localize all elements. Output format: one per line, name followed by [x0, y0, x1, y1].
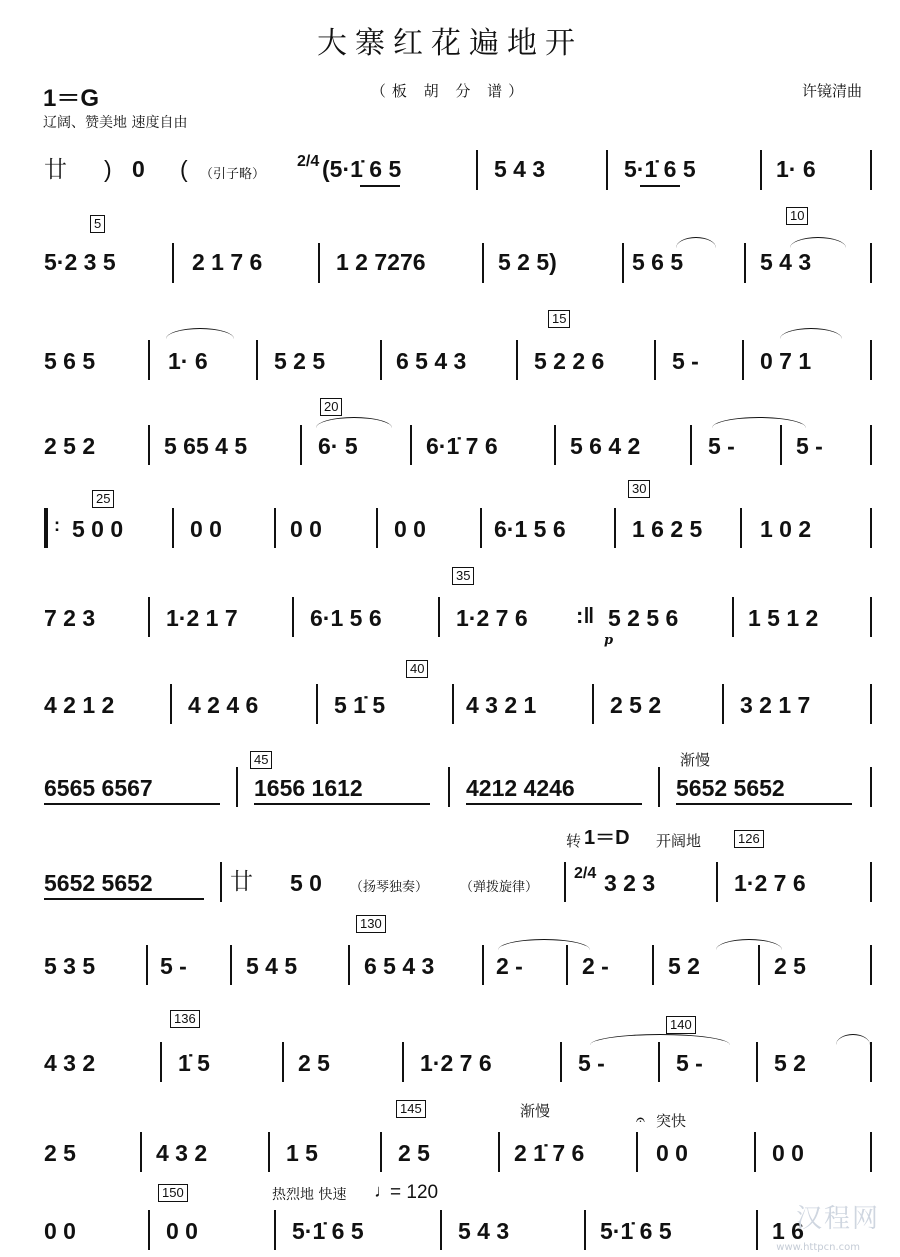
- underline: [44, 803, 220, 805]
- measure: 1 0 2: [760, 516, 812, 542]
- measure: 5·1̇ 6 5: [600, 1218, 672, 1244]
- barline: [438, 597, 440, 637]
- barline: [146, 945, 148, 985]
- key-change-key: 1＝D: [584, 827, 630, 849]
- measure: 0 0: [290, 516, 322, 542]
- measure: 0 0: [166, 1218, 198, 1244]
- barline: [256, 340, 258, 380]
- measure: 5 1̇ 5: [334, 692, 386, 718]
- slur: [712, 417, 806, 428]
- barline: [870, 508, 872, 548]
- sudden-fast-mark: 突快: [656, 1112, 687, 1130]
- barline: [516, 340, 518, 380]
- measure: 2 5 2: [44, 433, 96, 459]
- barline: [172, 508, 174, 548]
- measure-number: 25: [92, 490, 114, 508]
- measure: 1̇ 5: [178, 1050, 210, 1076]
- measure: 1 6 2 5: [632, 516, 703, 542]
- expansive-mark: 开阔地: [656, 832, 702, 850]
- barline: [716, 862, 718, 902]
- barline: [744, 243, 746, 283]
- measure-number: 20: [320, 398, 342, 416]
- underline: [44, 898, 204, 900]
- measure: 1·2 7 6: [420, 1050, 492, 1076]
- underline: [676, 803, 852, 805]
- measure: 5 0: [290, 870, 322, 896]
- barline: [756, 1210, 758, 1250]
- score-row-3: [0, 310, 900, 380]
- score-row-1: [0, 150, 900, 220]
- measure: 2 1̇ 7 6: [514, 1140, 585, 1166]
- measure: 5652 5652: [676, 775, 785, 801]
- measure: 1 6: [772, 1218, 804, 1244]
- barline: [870, 243, 872, 283]
- barline: [376, 508, 378, 548]
- barline: [440, 1210, 442, 1250]
- score-row-2: [0, 208, 900, 285]
- slowing-mark: 渐慢: [520, 1102, 551, 1120]
- barline: [148, 425, 150, 465]
- note: (: [180, 156, 188, 182]
- slur: [498, 939, 590, 950]
- barline: [300, 425, 302, 465]
- slur: [676, 237, 716, 248]
- barline: [380, 340, 382, 380]
- watermark-logo: 汉程网: [795, 1204, 880, 1234]
- barline: [584, 1210, 586, 1250]
- barline: [476, 150, 478, 190]
- barline: [292, 597, 294, 637]
- barline: [480, 508, 482, 548]
- measure: 1·2 7 6: [456, 605, 528, 631]
- slur: [790, 237, 846, 248]
- barline: [560, 1042, 562, 1082]
- underline: [254, 803, 430, 805]
- measure: 4 3 2: [44, 1050, 96, 1076]
- score-row-5: [0, 481, 900, 558]
- measure: 6·1̇ 7 6: [426, 433, 498, 459]
- repeat-dots: :: [54, 515, 60, 535]
- barline: [870, 597, 872, 637]
- slur: [836, 1034, 870, 1045]
- measure: 1·2 1 7: [166, 605, 238, 631]
- barline: [274, 508, 276, 548]
- measure: 1656 1612: [254, 775, 363, 801]
- barline: [140, 1132, 142, 1172]
- measure: 5 4 3: [760, 249, 812, 275]
- measure: 0 0: [394, 516, 426, 542]
- measure: 5 -: [578, 1050, 605, 1076]
- measure: 5 6 5: [632, 249, 684, 275]
- measure-number: 145: [396, 1100, 426, 1118]
- measure: 2 5 2: [610, 692, 662, 718]
- measure: 5 2: [774, 1050, 806, 1076]
- score-subtitle: （板 胡 分 谱）: [370, 82, 530, 100]
- underline: [466, 803, 642, 805]
- measure: 3 2 3: [604, 870, 656, 896]
- barline: [402, 1042, 404, 1082]
- measure: 2 -: [496, 953, 523, 979]
- measure: 5 2: [668, 953, 700, 979]
- measure: 2 5: [398, 1140, 430, 1166]
- barline: [230, 945, 232, 985]
- measure: 0 0: [772, 1140, 804, 1166]
- measure: 5 65 4 5: [164, 433, 248, 459]
- measure-number: 136: [170, 1010, 200, 1028]
- barline: [658, 767, 660, 807]
- barline: [170, 684, 172, 724]
- measure: 0 7 1: [760, 348, 812, 374]
- barline: [780, 425, 782, 465]
- barline: [148, 597, 150, 637]
- measure: 5 -: [672, 348, 699, 374]
- measure-number: 45: [250, 751, 272, 769]
- measure: 5 2 5): [498, 249, 557, 275]
- slowing-mark: 渐慢: [680, 751, 711, 769]
- measure: 4 3 2: [156, 1140, 208, 1166]
- score-row-8: [0, 745, 900, 815]
- measure: 5 -: [160, 953, 187, 979]
- barline: [606, 150, 608, 190]
- barline: [690, 425, 692, 465]
- barline: [482, 945, 484, 985]
- barline: [870, 862, 872, 902]
- barline: [870, 150, 872, 190]
- barline: [236, 767, 238, 807]
- barline: [268, 1132, 270, 1172]
- slur: [716, 939, 782, 950]
- measure-number: 30: [628, 480, 650, 498]
- measure: 5 2 5: [274, 348, 326, 374]
- measure: 5 0 0: [72, 516, 124, 542]
- measure: 5 2 5 6: [608, 605, 679, 631]
- watermark-url: www.httpcn.com: [776, 1242, 860, 1253]
- measure: 0 0: [190, 516, 222, 542]
- measure: 1 2 7276: [336, 249, 426, 275]
- measure: 1· 6: [168, 348, 208, 374]
- measure: 6·1 5 6: [494, 516, 566, 542]
- barline: [870, 340, 872, 380]
- measure: 2 5: [774, 953, 806, 979]
- barline: [148, 1210, 150, 1250]
- slur: [590, 1034, 730, 1045]
- measure: 5 4 3: [494, 156, 546, 182]
- underline: [640, 185, 680, 187]
- barline: [148, 340, 150, 380]
- measure: 6·1 5 6: [310, 605, 382, 631]
- barline: [722, 684, 724, 724]
- barline: [566, 945, 568, 985]
- key-change-label: 转: [566, 832, 582, 850]
- slur: [166, 328, 234, 339]
- slur: [316, 417, 392, 428]
- barline: [756, 1042, 758, 1082]
- barline: [172, 243, 174, 283]
- measure: 1 5: [286, 1140, 318, 1166]
- score-row-10: [0, 915, 900, 985]
- score-row-7: [0, 660, 900, 730]
- tempo-value: = 120: [390, 1182, 439, 1203]
- measure: 4 2 4 6: [188, 692, 259, 718]
- barline: [870, 767, 872, 807]
- barline: [448, 767, 450, 807]
- barline: [760, 150, 762, 190]
- key-signature: 1＝G: [43, 85, 100, 112]
- tempo-expression: 辽阔、赞美地 速度自由: [43, 115, 188, 131]
- score-row-4: [0, 395, 900, 465]
- barline: [870, 1042, 872, 1082]
- quarter-note-icon: ♩: [374, 1181, 392, 1201]
- time-signature: 2/4: [297, 153, 320, 170]
- measure: 1· 6: [776, 156, 816, 182]
- measure: 0 0: [44, 1218, 76, 1244]
- measure: 6 5 4 3: [364, 953, 435, 979]
- barline: [592, 684, 594, 724]
- dynamic-piano: p: [604, 633, 614, 648]
- intro-omitted-label: （引子略）: [200, 167, 266, 182]
- time-signature: 2/4: [574, 865, 597, 882]
- barline: [498, 1132, 500, 1172]
- measure: 5 4 3: [458, 1218, 510, 1244]
- barline: [554, 425, 556, 465]
- measure: 5·2 3 5: [44, 249, 116, 275]
- slur: [780, 328, 842, 339]
- yangqin-solo-label: （扬琴独奏）: [350, 880, 429, 895]
- measure: 6 5 4 3: [396, 348, 467, 374]
- measure: 5 4 5: [246, 953, 298, 979]
- barline: [870, 425, 872, 465]
- barline: [740, 508, 742, 548]
- barline: [754, 1132, 756, 1172]
- barline: [622, 243, 624, 283]
- measure: 2 1 7 6: [192, 249, 263, 275]
- measure: 2 5: [298, 1050, 330, 1076]
- plucked-melody-label: （弹拨旋律）: [460, 880, 539, 895]
- barline: [282, 1042, 284, 1082]
- barline: [452, 684, 454, 724]
- barline: [410, 425, 412, 465]
- note: 0: [132, 156, 145, 182]
- measure-number: 40: [406, 660, 428, 678]
- barline: [652, 945, 654, 985]
- score-row-9: [0, 827, 900, 900]
- score-row-13: [0, 1180, 900, 1250]
- measure: 5 -: [796, 433, 823, 459]
- barline: [614, 508, 616, 548]
- barline: [732, 597, 734, 637]
- measure: 1·2 7 6: [734, 870, 806, 896]
- measure: 5 -: [676, 1050, 703, 1076]
- measure: 7 2 3: [44, 605, 96, 631]
- measure-number: 10: [786, 207, 808, 225]
- measure-number: 35: [452, 567, 474, 585]
- measure: 5 6 5: [44, 348, 96, 374]
- barline: [316, 684, 318, 724]
- measure: 5 -: [708, 433, 735, 459]
- measure: 1 5 1 2: [748, 605, 819, 631]
- sanban-mark: 廿: [44, 156, 67, 182]
- composer: 许镜清曲: [801, 82, 862, 100]
- repeat-start-barline: [44, 508, 48, 548]
- score-row-12: [0, 1100, 900, 1170]
- measure-number: 126: [734, 830, 764, 848]
- measure-number: 150: [158, 1184, 188, 1202]
- measure: 6565 6567: [44, 775, 153, 801]
- barline: [274, 1210, 276, 1250]
- measure: 4212 4246: [466, 775, 575, 801]
- measure: 4 3 2 1: [466, 692, 537, 718]
- barline: [758, 945, 760, 985]
- barline: [564, 862, 566, 902]
- measure: 6· 5: [318, 433, 358, 459]
- tempo-enthusiastic: 热烈地 快速: [272, 1187, 347, 1203]
- measure-number: 140: [666, 1016, 696, 1034]
- barline: [380, 1132, 382, 1172]
- note: ): [104, 156, 112, 182]
- measure: 5·1̇ 6 5: [624, 156, 696, 182]
- measure: 2 -: [582, 953, 609, 979]
- sanban-mark: 廿: [230, 868, 253, 894]
- barline: [318, 243, 320, 283]
- barline: [658, 1042, 660, 1082]
- barline: [870, 945, 872, 985]
- barline: [160, 1042, 162, 1082]
- measure: 5 2 2 6: [534, 348, 605, 374]
- barline: [220, 862, 222, 902]
- barline: [742, 340, 744, 380]
- underline: [360, 185, 400, 187]
- measure: 5 3 5: [44, 953, 96, 979]
- measure-number: 130: [356, 915, 386, 933]
- barline: [636, 1132, 638, 1172]
- measure: 4 2 1 2: [44, 692, 115, 718]
- measure-number: 15: [548, 310, 570, 328]
- score-row-6: [0, 568, 900, 648]
- barline: [654, 340, 656, 380]
- page-title: 大寨红花遍地开: [317, 26, 583, 61]
- barline: [870, 1132, 872, 1172]
- measure: (5·1̇ 6 5: [322, 156, 402, 182]
- measure: 0 0: [656, 1140, 688, 1166]
- measure: 3 2 1 7: [740, 692, 811, 718]
- fermata-icon: 𝄐: [636, 1110, 645, 1129]
- measure: 5·1̇ 6 5: [292, 1218, 364, 1244]
- measure-number: 5: [90, 215, 105, 233]
- score-row-11: [0, 1010, 900, 1080]
- barline: [870, 684, 872, 724]
- repeat-end: :‖: [576, 603, 595, 628]
- barline: [482, 243, 484, 283]
- measure: 5652 5652: [44, 870, 153, 896]
- barline: [348, 945, 350, 985]
- measure: 2 5: [44, 1140, 76, 1166]
- measure: 5 6 4 2: [570, 433, 641, 459]
